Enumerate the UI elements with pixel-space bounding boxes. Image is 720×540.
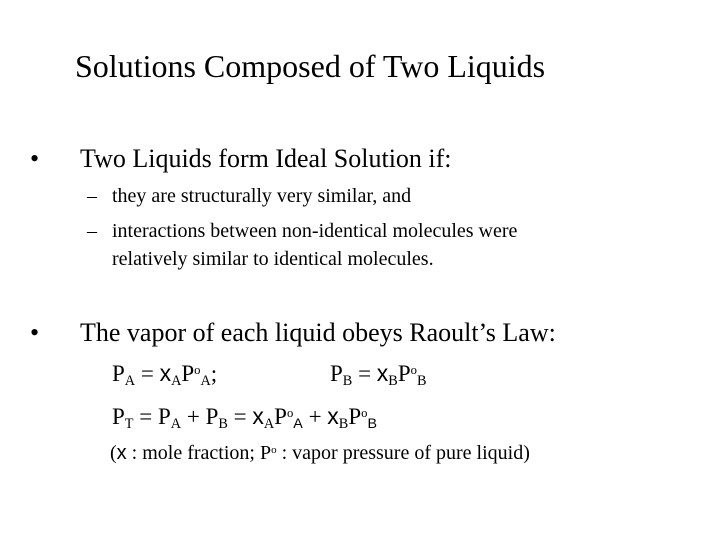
sub-bullet-marker: – xyxy=(87,220,97,242)
bullet-ideal-solution: Two Liquids form Ideal Solution if: xyxy=(80,144,452,173)
sub-bullet-marker: – xyxy=(87,185,97,207)
bullet-marker: • xyxy=(30,318,40,347)
equation-pb: $P_B = x_BP^o_B$ xyxy=(330,360,427,389)
equation-pt: $P_T = P_A + P_B = x_AP^o_A + x_BP^o_B$ xyxy=(112,403,377,432)
definition-note: (x : mole fraction; $P^o$ : vapor pressure of pure liquid) xyxy=(110,442,530,464)
bullet-marker: • xyxy=(30,144,40,173)
sub-bullet-interactions-line2: relatively similar to identical molecules. xyxy=(112,248,434,270)
sub-bullet-interactions-line1: interactions between non-identical molecules were xyxy=(112,220,518,242)
slide-title: Solutions Composed of Two Liquids xyxy=(75,48,546,84)
sub-bullet-structural: they are structurally very similar, and xyxy=(112,185,412,207)
bullet-raoults-law: The vapor of each liquid obeys Raoult’s Law: xyxy=(80,318,556,347)
equation-pa: $P_A = x_AP^o_A$; xyxy=(112,360,218,389)
